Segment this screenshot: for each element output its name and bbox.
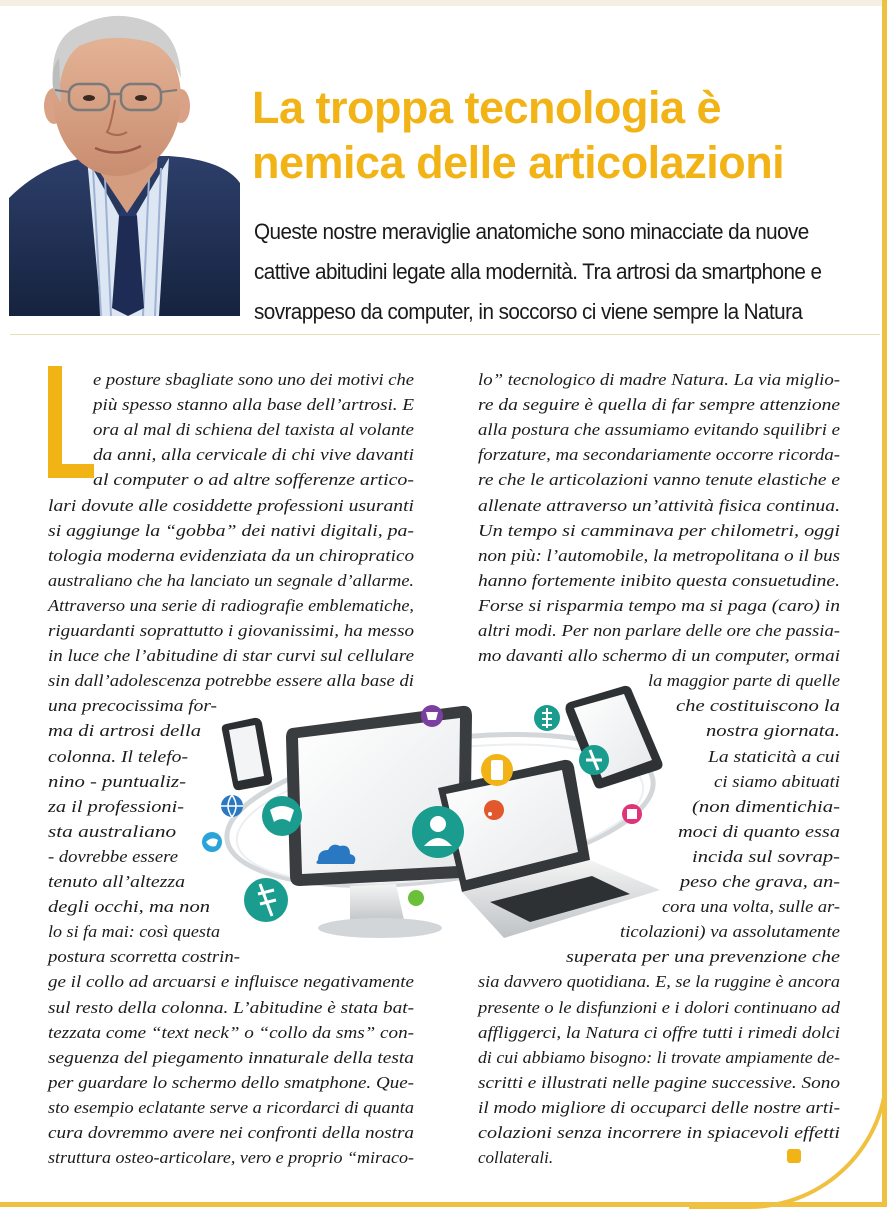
body-text-line: al computer o ad altre sofferenze artico- <box>93 470 414 490</box>
body-text-line: ma di artrosi della <box>48 721 201 741</box>
chat-bubble-icon <box>408 890 424 906</box>
body-text-line: la maggior parte di quelle <box>648 671 840 691</box>
body-text-line: Forse si risparmia tempo ma si paga (caro) in <box>478 595 840 615</box>
body-text-line: il modo migliore di occuparci delle nostre arti- <box>478 1097 840 1117</box>
page-right-border <box>882 0 887 1207</box>
body-text-line: affliggerci, la Natura ci offre tutti i rimedi dolci <box>478 1022 840 1042</box>
body-text-line: sin dall’adolescenza potrebbe essere alla base di <box>48 671 414 691</box>
body-text-line: re che le articolazioni vanno tenute elastiche e <box>478 470 840 490</box>
body-text-line: sto esempio eclatante serve a ricordarci di quanta <box>48 1097 414 1117</box>
page-top-band <box>0 0 887 6</box>
hip-joint-icon <box>262 796 302 836</box>
body-text-line: ge il collo ad arcuarsi e influisce negativamente <box>48 972 414 992</box>
body-text-line: non più: l’automobile, la metropolitana o il bus <box>478 545 840 565</box>
body-text-line: in luce che l’abitudine di star curvi sul cellulare <box>48 646 414 666</box>
drop-cap <box>48 366 94 478</box>
body-text-line: collaterali. <box>478 1148 554 1168</box>
body-text-line: seguenza del piegamento innaturale della testa <box>48 1047 414 1067</box>
article-title: La troppa tecnologia è nemica delle articolazioni <box>252 82 785 188</box>
body-text-line: da anni, alla cervicale di chi vive davanti <box>93 445 414 465</box>
body-text-line: tezzata come “text neck” o “collo da sms” con- <box>48 1022 414 1042</box>
body-text-line: nostra giornata. <box>706 721 840 741</box>
note-icon <box>622 804 642 824</box>
body-text-line: sia davvero quotidiana. E, se la ruggine è ancora <box>478 972 840 992</box>
body-text-line: presente o le disfunzioni e i dolori continuano ad <box>478 997 840 1017</box>
article-subtitle: Queste nostre meraviglie anatomiche sono minacciate da nuove cattive abitudini legate alla modernità. Tra artrosi da smartphone e sovrappeso da computer, in soccorso ci viene sempre la Natura <box>254 219 822 324</box>
body-text-line: La staticità a cui <box>708 746 840 766</box>
body-text-line: colazioni senza incorrere in spiacevoli effetti <box>478 1123 840 1142</box>
body-text-line: riguardanti soprattutto i giovanissimi, ha messo <box>48 621 414 640</box>
body-text-line: za il professioni- <box>48 796 184 816</box>
body-text-line: tenuto all’altezza <box>48 872 185 891</box>
body-text-line: altri modi. Per non parlare delle ore che passia- <box>478 621 840 640</box>
smartphone-badge-icon <box>481 754 513 786</box>
article-end-mark <box>787 1149 801 1163</box>
body-text-line: sta australiano <box>48 821 177 841</box>
body-text-line: Attraverso una serie di radiografie emblematiche, <box>48 595 414 615</box>
body-text-line: alla postura che assumiamo evitando squilibri e <box>478 420 840 440</box>
technology-illustration <box>200 680 670 970</box>
body-text-line: degli occhi, ma non <box>48 897 210 917</box>
body-text-line: peso che grava, an- <box>680 872 840 891</box>
body-text-line: scritti e illustrati nelle pagine successive. Sono <box>478 1072 840 1092</box>
body-text-line: mo davanti allo schermo di un computer, ormai <box>478 646 840 666</box>
body-text-line: forzature, ma secondariamente occorre ricorda- <box>478 445 840 465</box>
author-portrait <box>9 8 240 316</box>
body-text-line: di cui abbiamo bisogno: li trovate ampiamente de- <box>478 1047 840 1067</box>
spine-column-icon <box>534 705 560 731</box>
body-text-line: cura dovremmo avere nei confronti della nostra <box>48 1123 414 1142</box>
user-profile-icon <box>412 806 464 858</box>
globe-icon <box>221 795 243 817</box>
body-text-line: incida sul sovrap- <box>692 846 840 866</box>
body-text-line: postura scorretta costrin- <box>48 947 240 967</box>
shopping-cart-icon <box>421 705 443 727</box>
body-text-line: che costituiscono la <box>676 696 840 716</box>
body-text-line: più spesso stanno alla base dell’artrosi. E <box>93 395 415 415</box>
body-text-line: lo” tecnologico di madre Natura. La via miglio- <box>478 370 840 389</box>
body-text-line: ci siamo abituati <box>714 771 840 791</box>
body-text-line: e posture sbagliate sono uno dei motivi che <box>93 370 414 389</box>
body-text-line: Un tempo si camminava per chilometri, oggi <box>478 520 840 540</box>
body-text-line: si aggiunge la “gobba” dei nativi digitali, pa- <box>48 520 414 540</box>
body-text-line: (non dimentichia- <box>692 796 840 816</box>
body-text-line: hanno fortemente inibito questa consuetudine. <box>478 570 840 590</box>
body-text-line: tologia moderna evidenziata da un chiropratico <box>48 545 415 565</box>
twitter-bird-icon <box>202 832 222 852</box>
body-text-line: una precocissima for- <box>48 696 217 716</box>
body-text-line: cora una volta, sulle ar- <box>662 897 840 917</box>
knee-joint-icon <box>579 745 609 775</box>
body-text-line: colonna. Il telefo- <box>48 746 188 766</box>
body-text-line: - dovrebbe essere <box>48 846 178 866</box>
header-divider <box>10 334 880 335</box>
rss-feed-icon <box>484 800 504 820</box>
body-text-line: allenate attraverso un’attività fisica continua. <box>478 495 840 515</box>
body-text-line: lo si fa mai: così questa <box>48 922 220 942</box>
spine-xray-icon <box>244 878 288 922</box>
body-text-line: sul resto della colonna. L’abitudine è stata bat- <box>48 997 414 1017</box>
body-text-line: superata per una prevenzione che <box>566 947 840 967</box>
body-text-line: lari dovute alle cosiddette professioni usuranti <box>48 495 414 515</box>
body-text-line: moci di quanto essa <box>678 821 840 841</box>
body-text-line: ticolazioni) va assolutamente <box>620 922 840 942</box>
body-text-line: per guardare lo schermo dello smatphone. Que- <box>48 1072 414 1092</box>
body-text-line: re da seguire è quella di far sempre attenzione <box>478 395 840 415</box>
body-text-line: nino - puntualiz- <box>48 771 186 791</box>
body-text-line: struttura osteo-articolare, vero e proprio “miraco- <box>48 1148 414 1168</box>
body-text-line: australiano che ha lanciato un segnale d’allarme. <box>48 570 414 590</box>
body-text-line: ora al mal di schiena del taxista al volante <box>93 420 414 440</box>
